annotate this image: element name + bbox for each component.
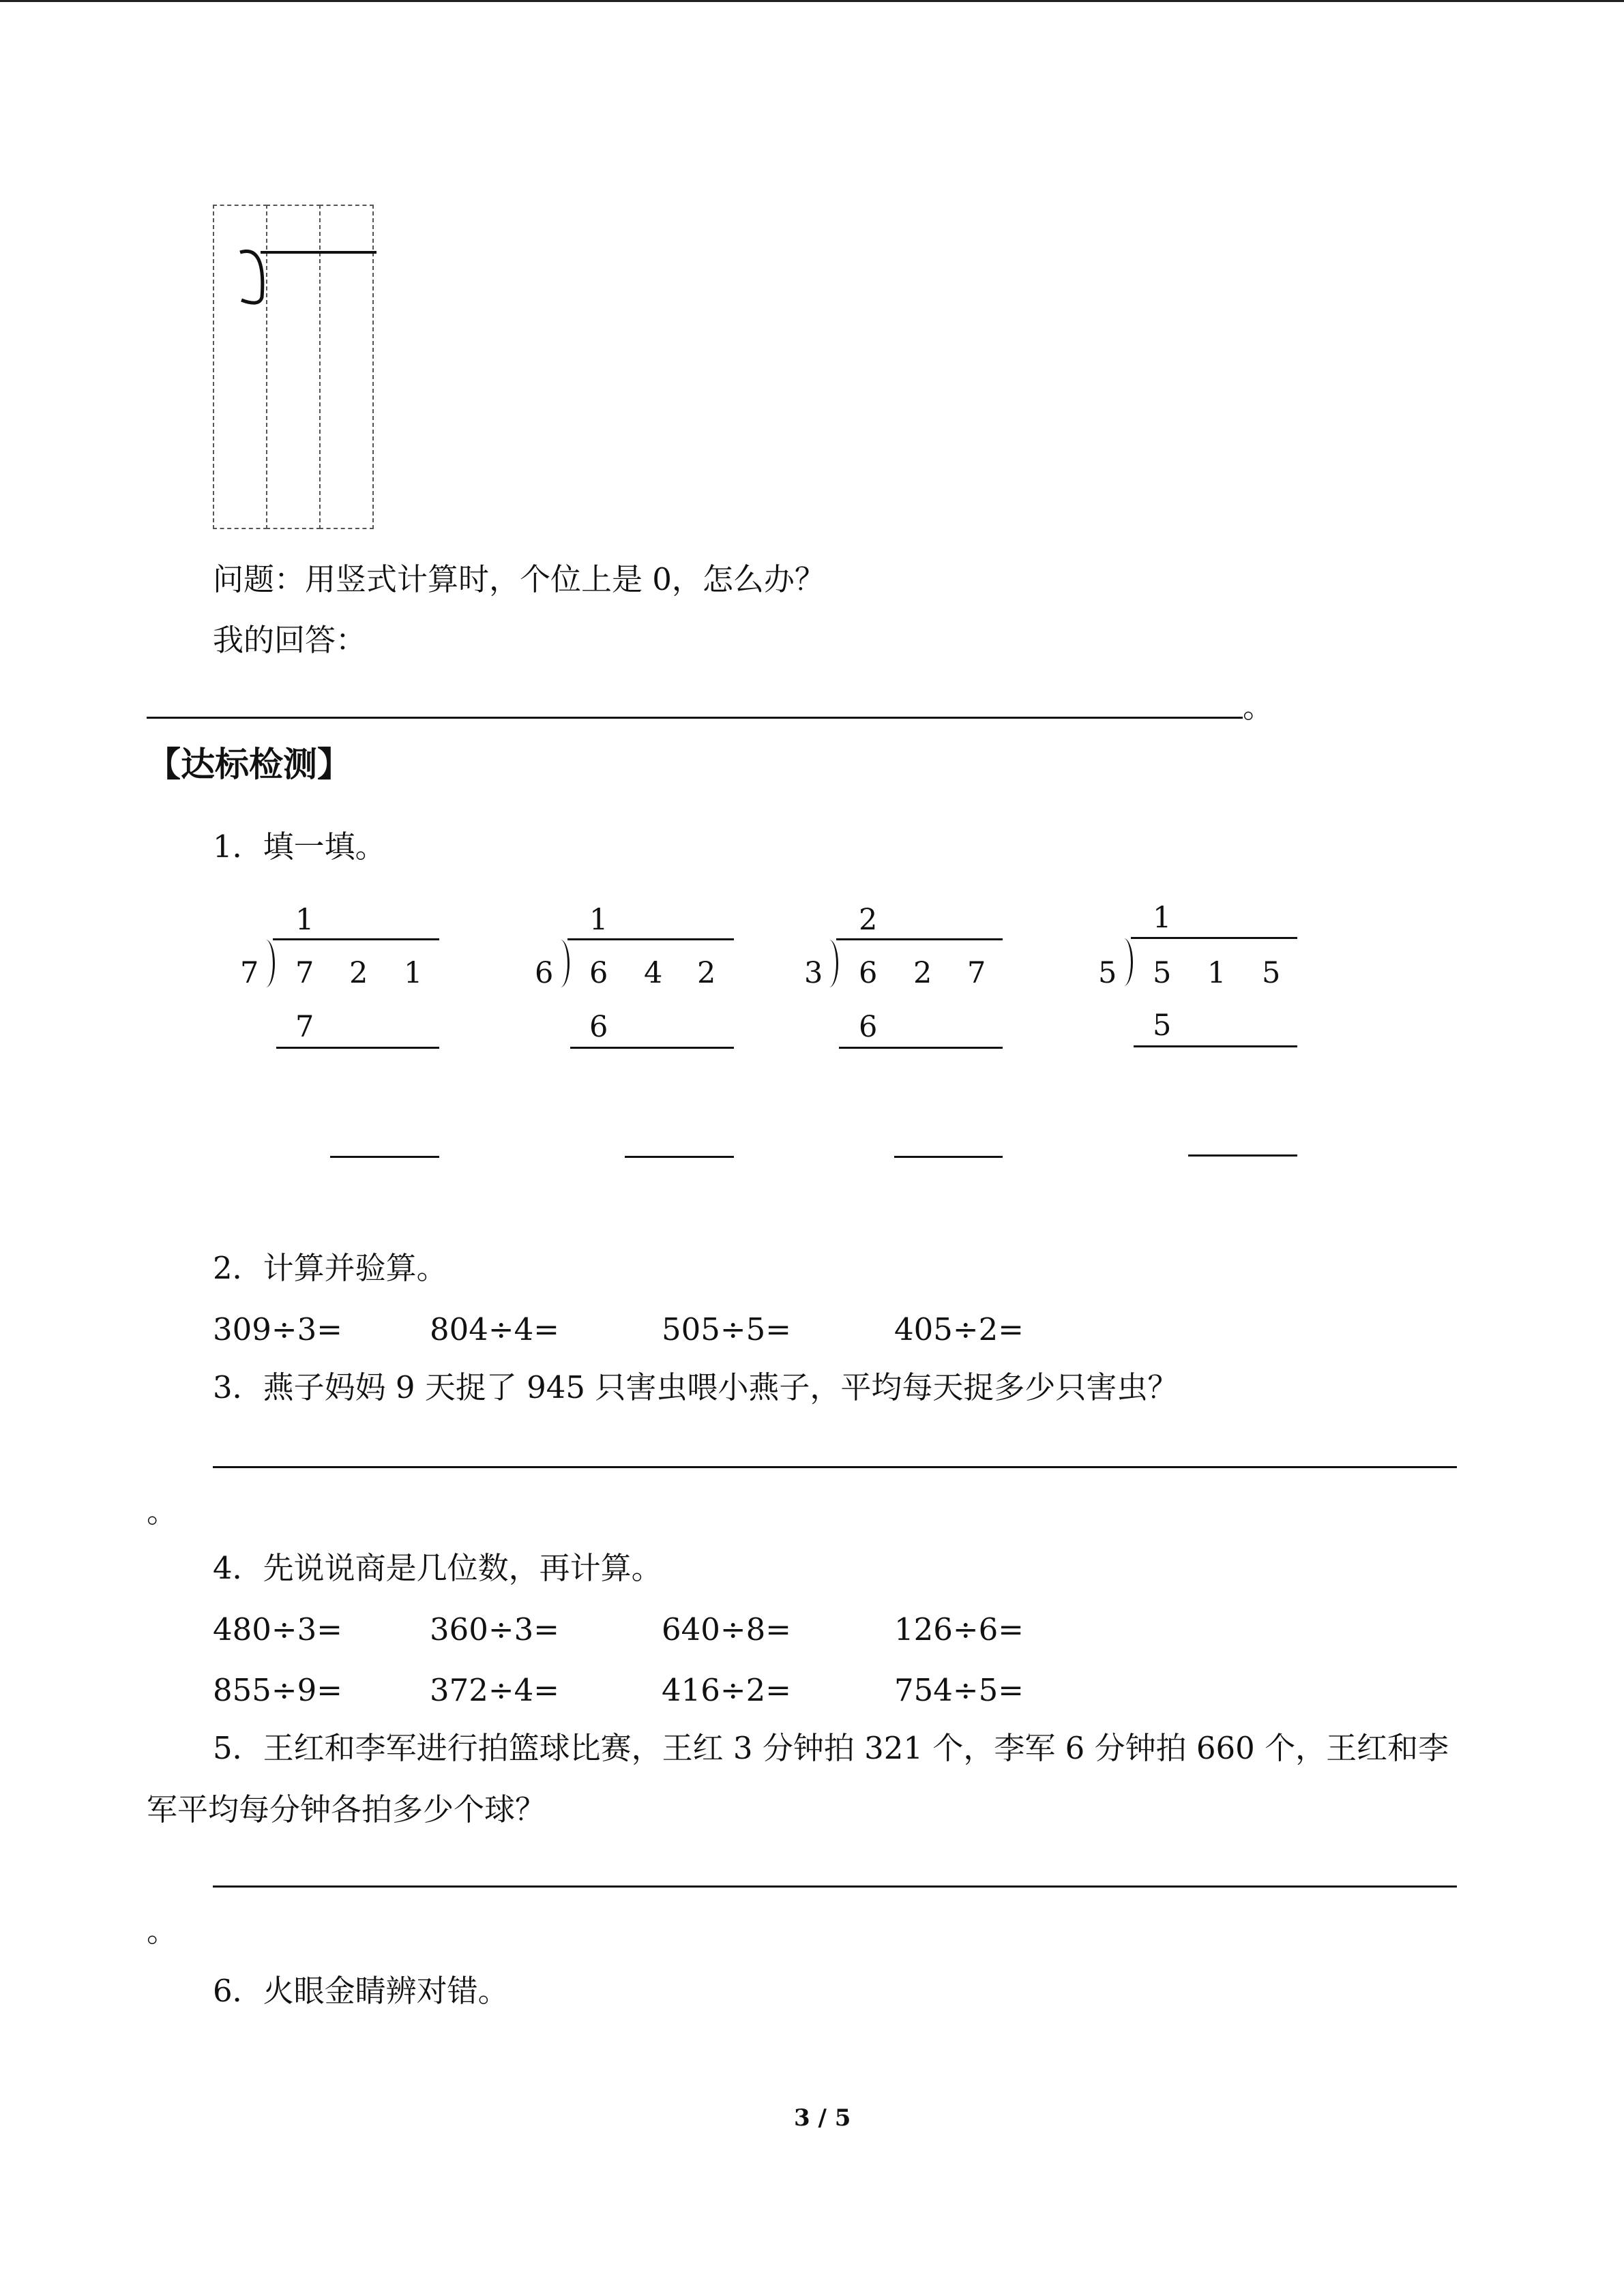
calc-item: 416÷2= bbox=[662, 1672, 791, 1708]
divisor: 7 bbox=[240, 956, 259, 990]
answer-label: 我的回答： bbox=[213, 622, 367, 658]
page-number: 3 / 5 bbox=[794, 2104, 851, 2132]
question-text: 问题：用竖式计算时，个位上是 0，怎么办？ bbox=[213, 561, 825, 597]
sub-line bbox=[570, 1047, 734, 1049]
bracket-icon bbox=[1114, 938, 1133, 986]
dividend-digit: 7 bbox=[967, 956, 986, 990]
dividend-digit: 5 bbox=[1262, 956, 1281, 990]
answer-blank[interactable] bbox=[330, 1156, 439, 1158]
quotient: 1 bbox=[295, 903, 314, 937]
answer-line[interactable] bbox=[213, 1466, 1457, 1468]
sub-line bbox=[1134, 1045, 1297, 1047]
subtrahend: 6 bbox=[859, 1010, 878, 1044]
calc-item: 480÷3= bbox=[213, 1611, 342, 1648]
quotient: 2 bbox=[859, 903, 878, 937]
q4-title: 4．先说说商是几位数，再计算。 bbox=[213, 1550, 662, 1586]
practice-grid bbox=[213, 205, 371, 529]
calc-item: 405÷2= bbox=[894, 1311, 1024, 1347]
calc-item: 754÷5= bbox=[894, 1672, 1024, 1708]
q5-text-line2: 军平均每分钟各拍多少个球？ bbox=[147, 1791, 546, 1828]
answer-line[interactable] bbox=[213, 1885, 1457, 1888]
divisor: 6 bbox=[535, 956, 554, 990]
answer-blank[interactable] bbox=[894, 1156, 1003, 1158]
division-bar bbox=[836, 938, 1003, 940]
division-bracket-icon bbox=[213, 205, 377, 314]
calc-item: 360÷3= bbox=[430, 1611, 559, 1648]
dividend-digit: 2 bbox=[913, 956, 932, 990]
divisor: 5 bbox=[1098, 956, 1117, 990]
q6-title: 6．火眼金睛辨对错。 bbox=[213, 1973, 509, 2009]
dividend-digit: 2 bbox=[697, 956, 716, 990]
calc-item: 372÷4= bbox=[430, 1672, 559, 1708]
subtrahend: 5 bbox=[1153, 1009, 1172, 1043]
q1-title: 1．填一填。 bbox=[213, 829, 386, 865]
calc-item: 640÷8= bbox=[662, 1611, 791, 1648]
dividend-digit: 5 bbox=[1153, 956, 1172, 990]
answer-blank[interactable] bbox=[1188, 1154, 1297, 1157]
bracket-icon bbox=[256, 940, 275, 987]
dividend-digit: 6 bbox=[859, 956, 878, 990]
answer-blank[interactable] bbox=[625, 1156, 734, 1158]
quotient: 1 bbox=[1153, 901, 1172, 935]
period: 。 bbox=[147, 1913, 178, 1949]
top-border bbox=[0, 0, 1624, 2]
bracket-icon bbox=[551, 940, 570, 987]
division-bar bbox=[1131, 937, 1297, 939]
dividend-digit: 6 bbox=[589, 956, 608, 990]
division-bar bbox=[567, 938, 734, 940]
q5-text-line1: 5．王红和李军进行拍篮球比赛，王红 3 分钟拍 321 个，李军 6 分钟拍 660 个，王红和李 bbox=[213, 1730, 1449, 1766]
divisor: 3 bbox=[804, 956, 823, 990]
answer-line[interactable] bbox=[147, 717, 1243, 719]
bracket-icon bbox=[820, 940, 838, 987]
period: 。 bbox=[147, 1493, 178, 1530]
dividend-digit: 1 bbox=[1207, 956, 1226, 990]
period: 。 bbox=[1243, 689, 1274, 725]
dividend-digit: 1 bbox=[404, 956, 423, 990]
calc-item: 505÷5= bbox=[662, 1311, 791, 1347]
subtrahend: 7 bbox=[295, 1010, 314, 1044]
subtrahend: 6 bbox=[589, 1010, 608, 1044]
dividend-digit: 4 bbox=[644, 956, 663, 990]
section-heading: 【达标检测】 bbox=[147, 745, 351, 784]
q2-title: 2．计算并验算。 bbox=[213, 1250, 447, 1286]
calc-item: 804÷4= bbox=[430, 1311, 559, 1347]
calc-item: 855÷9= bbox=[213, 1672, 342, 1708]
division-bar bbox=[273, 938, 439, 940]
q3-text: 3．燕子妈妈 9 天捉了 945 只害虫喂小燕子，平均每天捉多少只害虫？ bbox=[213, 1369, 1179, 1405]
dividend-digit: 7 bbox=[295, 956, 314, 990]
calc-item: 309÷3= bbox=[213, 1311, 342, 1347]
sub-line bbox=[276, 1047, 439, 1049]
calc-item: 126÷6= bbox=[894, 1611, 1024, 1648]
quotient: 1 bbox=[589, 903, 608, 937]
sub-line bbox=[839, 1047, 1003, 1049]
dividend-digit: 2 bbox=[349, 956, 368, 990]
